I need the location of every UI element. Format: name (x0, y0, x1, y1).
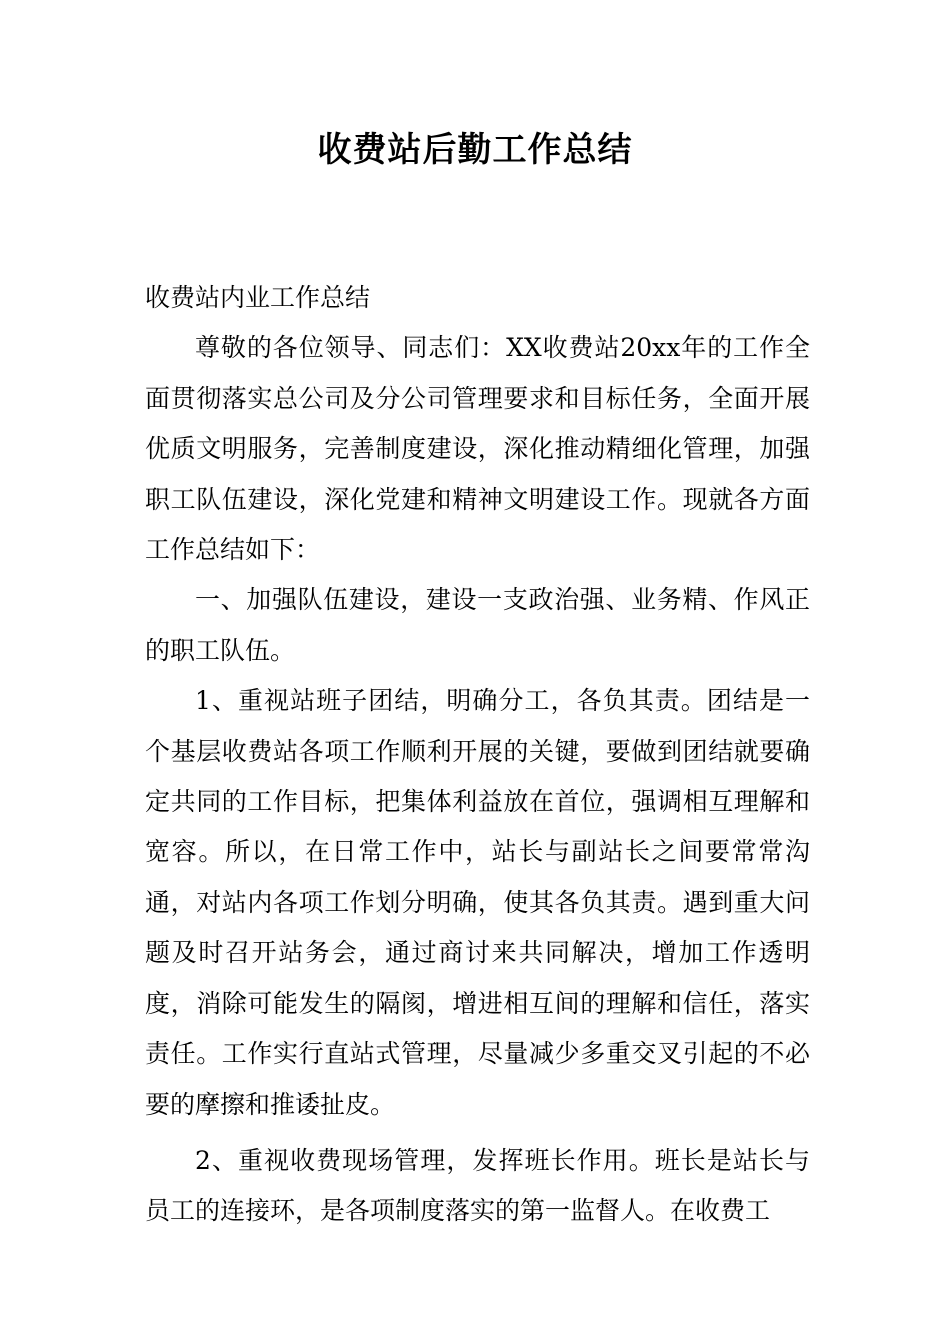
document-title: 收费站后勤工作总结 (317, 130, 633, 170)
paragraph-section-heading: 一、加强队伍建设，建设一支政治强、业务精、作风正的职工队伍。 (145, 585, 810, 665)
document-subtitle: 收费站内业工作总结 (145, 283, 371, 312)
paragraph-item-1: 1、重视站班子团结，明确分工，各负其责。团结是一个基层收费站各项工作顺利开展的关键，要做到团结就要确定共同的工作目标，把集体利益放在首位，强调相互理解和宽容。所以，在日常工作中，站长与副站长之间要常常沟通，对站内各项工作划分明确，使其各负其责。遇到重大问题及时召开站务会，通过商讨来共同解决，增加工作透明度，消除可能发生的隔阂，增进相互间的理解和信任，落实责任。工作实行直站式管理，尽量减少多重交叉引起的不必要的摩擦和推诿扯皮。 (145, 686, 810, 1119)
paragraph-item-2: 2、重视收费现场管理，发挥班长作用。班长是站长与员工的连接环，是各项制度落实的第一监督人。在收费工 (145, 1145, 810, 1226)
document-body (145, 273, 810, 1237)
paragraph-greeting: 尊敬的各位领导、同志们：XX收费站20xx年的工作全面贯彻落实总公司及分公司管理要求和目标任务，全面开展优质文明服务，完善制度建设，深化推动精细化管理，加强职工队伍建设，深化党建和精神文明建设工作。现就各方面工作总结如下： (145, 333, 810, 565)
